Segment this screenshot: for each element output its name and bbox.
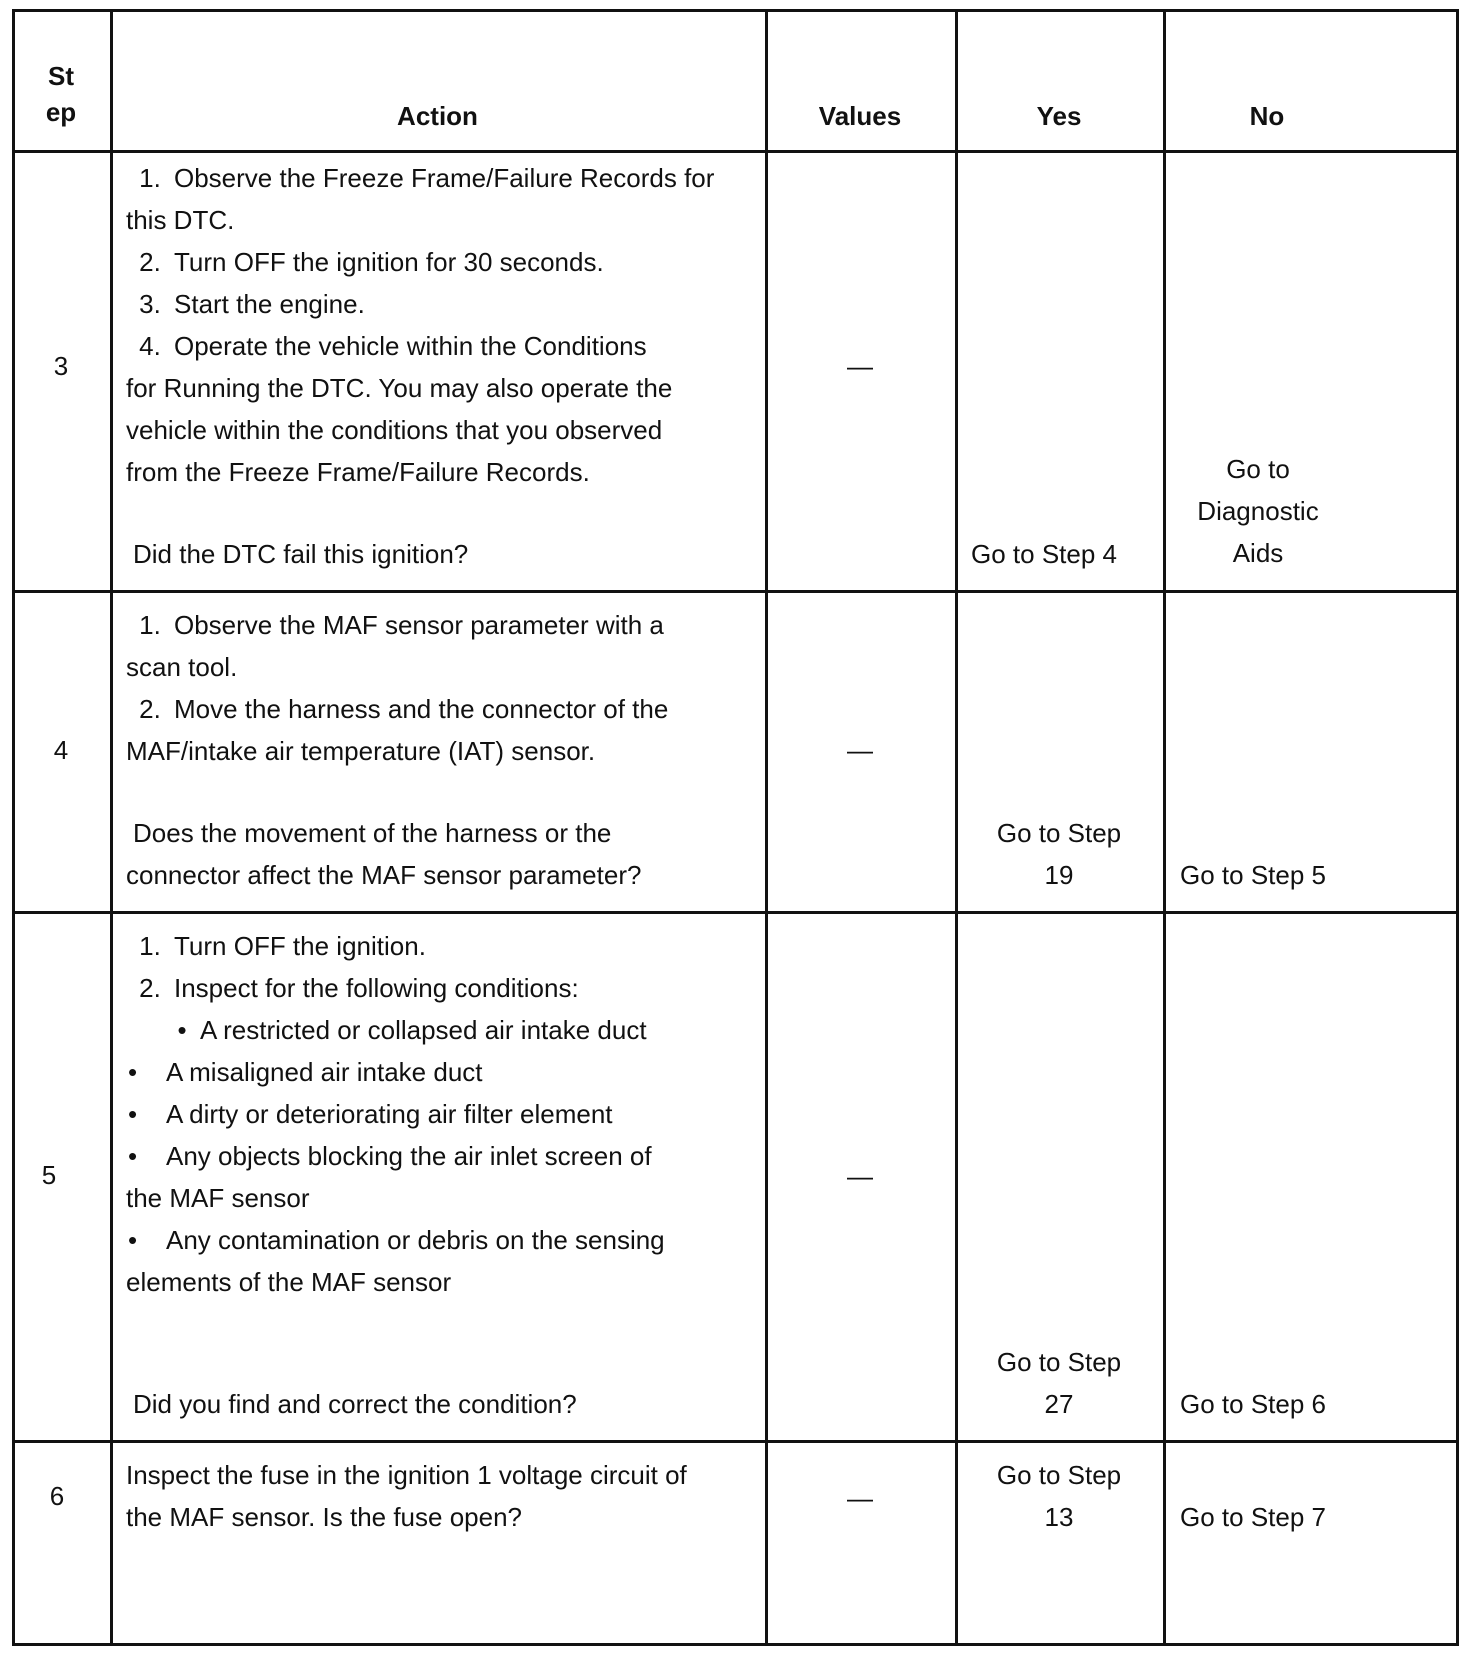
item-text: Inspect for the following conditions: [174,973,579,1003]
bullet-item-continued: the MAF sensor [126,1183,310,1213]
yes-result-line: 19 [1044,860,1074,890]
action-item-continued: scan tool. [126,652,238,682]
action-item-continued: vehicle within the conditions that you observed [126,415,663,445]
step-question: connector affect the MAF sensor parameter? [126,860,642,890]
action-item [126,240,604,285]
action-text: the MAF sensor. Is the fuse open? [126,1502,523,1532]
bullet-item [126,1218,665,1263]
action-item [126,156,714,201]
yes-result-line: Go to Step [996,1347,1122,1377]
item-number: 4. [139,331,161,361]
action-item-continued: from the Freeze Frame/Failure Records. [126,457,590,487]
bullet-glyph: • [128,1099,138,1129]
action-item [126,603,664,648]
action-text: Inspect the fuse in the ignition 1 voltage circuit of [126,1460,687,1490]
column-divider [110,12,113,1643]
column-divider [765,12,768,1643]
item-number: 2. [139,973,161,1003]
step-number: 6 [49,1481,65,1511]
item-text: Observe the MAF sensor parameter with a [174,610,664,640]
action-item [126,924,426,969]
yes-result-line: 13 [1044,1502,1074,1532]
yes-result [955,812,1163,896]
yes-result-line: 27 [1044,1389,1074,1419]
row-divider [15,911,1456,914]
row-divider [15,150,1456,153]
step-number: 5 [41,1160,57,1190]
no-result-line: Go to [1226,454,1290,484]
action-item-continued: MAF/intake air temperature (IAT) sensor. [126,736,596,766]
bullet-item [164,1008,647,1053]
item-text: Start the engine. [174,289,365,319]
no-result: Go to Step 6 [1180,1389,1326,1419]
bullet-text: A dirty or deteriorating air filter element [166,1099,613,1129]
item-text: Observe the Freeze Frame/Failure Records for [174,163,715,193]
bullet-item [126,1134,652,1179]
action-item-continued: this DTC. [126,205,235,235]
no-result-line: Aids [1232,538,1284,568]
item-text: Operate the vehicle within the Conditions [174,331,647,361]
value-dash: — [847,1483,873,1513]
header-step-line1: St [48,61,74,91]
action-item [126,687,668,732]
header-yes: Yes [1036,101,1082,131]
item-number: 3. [139,289,161,319]
item-number: 1. [139,610,161,640]
header-values: Values [818,101,902,131]
bullet-text: A misaligned air intake duct [166,1057,483,1087]
row-divider [15,590,1456,593]
step-question: Did you find and correct the condition? [133,1389,577,1419]
value-dash: — [847,1161,873,1191]
no-result: Go to Step 5 [1180,860,1326,890]
header-no: No [1249,101,1285,131]
action-item [126,324,647,369]
item-number: 2. [139,694,161,724]
yes-result-line: Go to Step [996,1460,1122,1490]
item-number: 2. [139,247,161,277]
bullet-glyph: • [128,1225,138,1255]
header-step [12,58,110,130]
yes-result [955,1454,1163,1538]
item-number: 1. [139,163,161,193]
row-divider [15,1440,1456,1443]
action-item [126,282,365,327]
step-number: 3 [53,351,69,381]
header-action: Action [397,101,478,131]
action-item-continued: for Running the DTC. You may also operate the [126,373,673,403]
bullet-glyph: • [177,1015,187,1045]
yes-result: Go to Step 4 [971,539,1117,569]
item-number: 1. [139,931,161,961]
bullet-item-continued: elements of the MAF sensor [126,1267,452,1297]
no-result-line: Diagnostic [1197,496,1319,526]
value-dash: — [847,351,873,381]
bullet-text: A restricted or collapsed air intake duct [200,1015,647,1045]
bullet-text: Any contamination or debris on the sensing [166,1225,665,1255]
item-text: Turn OFF the ignition. [174,931,426,961]
step-question: Did the DTC fail this ignition? [133,539,469,569]
bullet-glyph: • [128,1057,138,1087]
bullet-item [126,1092,613,1137]
yes-result-line: Go to Step [996,818,1122,848]
yes-result [955,1341,1163,1425]
bullet-glyph: • [128,1141,138,1171]
bullet-text: Any objects blocking the air inlet screen of [166,1141,652,1171]
value-dash: — [847,735,873,765]
step-number: 4 [53,735,69,765]
step-question: Does the movement of the harness or the [133,818,612,848]
item-text: Move the harness and the connector of the [174,694,669,724]
no-result [1163,448,1353,574]
header-step-line2: ep [45,97,77,127]
bullet-item [126,1050,483,1095]
no-result: Go to Step 7 [1180,1502,1326,1532]
item-text: Turn OFF the ignition for 30 seconds. [174,247,604,277]
action-item [126,966,579,1011]
